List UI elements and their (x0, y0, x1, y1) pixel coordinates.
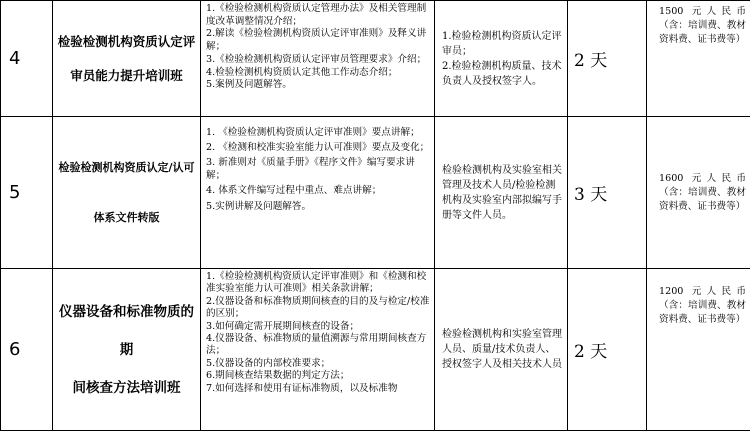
row-index: 6 (1, 339, 52, 360)
content-item: 4. 体系文件编写过程中重点、难点讲解； (206, 185, 430, 198)
table-row (1, 1, 750, 117)
content-item: 6.期间核查结果数据的判定方法； (206, 370, 430, 382)
target-audience: 检验检测机构及实验室相关管理及技术人员/检验检测机构及实验室内部拟编写手册等文件人员。 (435, 163, 567, 223)
content-item: 2.仪器设备和标准物质期间核查的目的及与检定/校准的区别； (206, 296, 430, 321)
content-item: 3.如何确定需开展期间核查的设备； (206, 321, 430, 333)
content-item: 1. 《检验检测机构资质认定评审准则》要点讲解； (206, 127, 430, 140)
fee-cell (647, 269, 750, 431)
content-item: 3.《检验检测机构资质认定评审员管理要求》介绍； (206, 54, 430, 67)
table-row (1, 117, 750, 269)
target-audience-cell (435, 269, 568, 431)
duration: 2 天 (568, 337, 646, 362)
content-item: 3. 新准则对《质量手册》《程序文件》编写要求讲解； (206, 157, 430, 182)
fee: 1500 元人民币（含：培训费、教材资料费、证书费等） (647, 1, 750, 47)
row-index-cell (1, 1, 53, 117)
course-content (201, 117, 434, 213)
fee-cell (647, 1, 750, 117)
course-title-line: 体系文件转版 (53, 193, 200, 243)
content-item: 5.实例讲解及问题解答。 (206, 201, 430, 214)
fee: 1600 元人民币（含：培训费、教材资料费、证书费等） (647, 172, 750, 214)
course-title-line: 审员能力提升培训班 (53, 59, 200, 93)
content-item: 2.解读《检验检测机构资质认定评审准则》及释义讲解； (206, 28, 430, 53)
target-audience-cell (435, 117, 568, 269)
row-index: 5 (1, 182, 52, 203)
target-audience: 检验检测机构和实验室管理人员、质量/技术负责人、授权签字人及相关技术人员 (435, 327, 567, 372)
duration-cell (568, 1, 647, 117)
course-title-line: 检验检测机构资质认定/认可 (53, 143, 200, 193)
content-item: 1.《检验检测机构资质认定评审准则》和《检测和校准实验室能力认可准则》相关条款讲解； (206, 271, 430, 296)
target-audience: 1.检验检测机构资质认定评审员； 2.检验检测机构质量、技术负责人及授权签字人。 (435, 29, 567, 89)
course-content (201, 269, 434, 395)
row-index-cell (1, 269, 53, 431)
row-index: 4 (1, 48, 52, 69)
content-item: 4.仪器设备、标准物质的量值溯源与常用期间核查方法； (206, 333, 430, 358)
content-item: 7.如何选择和使用有证标准物质，以及标准物 (206, 383, 430, 395)
course-content-cell (201, 269, 435, 431)
content-item: 1.《检验检测机构资质认定管理办法》及相关管理制度改革调整情况介绍； (206, 3, 430, 28)
content-item: 5.仪器设备的内部校准要求； (206, 358, 430, 370)
content-item: 4.检验检测机构资质认定其他工作动态介绍； (206, 67, 430, 80)
target-audience-cell (435, 1, 568, 117)
content-item: 5.案例及问题解答。 (206, 79, 430, 92)
content-item: 2. 《检测和校准实验室能力认可准则》要点及变化； (206, 142, 430, 155)
course-title-cell (53, 269, 201, 431)
table-row (1, 269, 750, 431)
course-title-line: 仪器设备和标准物质的期 (53, 293, 200, 369)
fee-cell (647, 117, 750, 269)
course-title-cell (53, 1, 201, 117)
row-index-cell (1, 117, 53, 269)
duration-cell (568, 269, 647, 431)
course-content-cell (201, 1, 435, 117)
fee: 1200 元人民币（含：培训费、教材资料费、证书费等） (647, 269, 750, 327)
duration: 2 天 (568, 46, 646, 71)
course-content-cell (201, 117, 435, 269)
course-title-cell (53, 117, 201, 269)
duration: 3 天 (568, 180, 646, 205)
duration-cell (568, 117, 647, 269)
course-title-line: 检验检测机构资质认定评 (53, 25, 200, 59)
course-title-line: 间核查方法培训班 (53, 369, 200, 407)
course-content (201, 1, 434, 92)
